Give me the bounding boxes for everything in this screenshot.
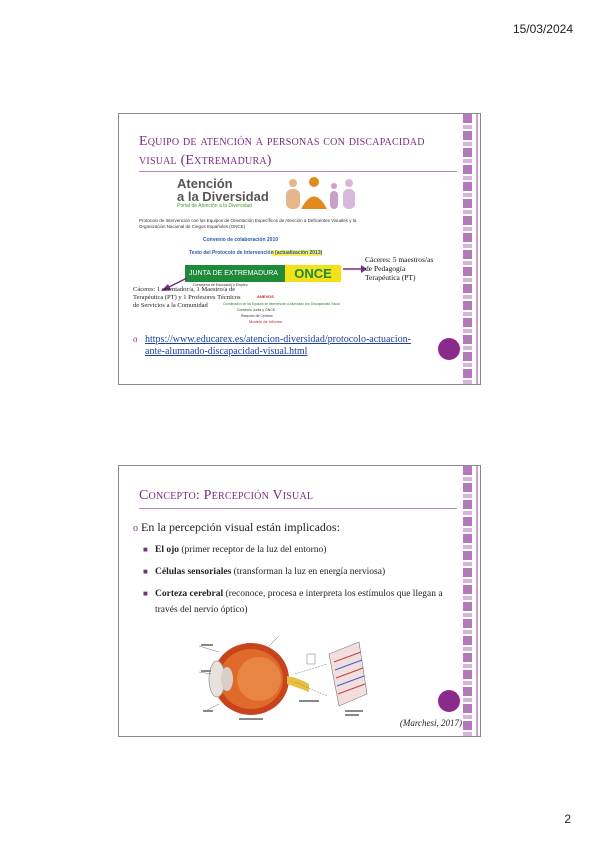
texto-protocolo-link[interactable]: Texto del Protocolo de Intervención (actualización 2013) [189,250,323,256]
hollow-bullet-icon: o [133,334,138,344]
people-figures-icon [281,176,363,210]
list-item: ■ El ojo (primer receptor de la luz del entorno) [155,542,467,558]
square-bullet-icon: ■ [143,589,148,598]
slide-bullet-dot [438,690,460,712]
protocol-description: Protocolo de Intervención con los Equipos de Orientación Específicos de Atención a Deficientes Visuales y la Organización Nacional de Ciegos Españoles (ONCE) [139,218,357,229]
decorative-side-line [476,114,478,384]
anexo-item[interactable]: Relación de Centros [241,314,273,318]
junta-extremadura-logo: JUNTA DE EXTREMADURA [185,265,285,282]
eye-anatomy-illustration [199,634,379,724]
print-date: 15/03/2024 [512,22,573,36]
intro-line: o En la percepción visual están implicados: [133,520,340,534]
list-item: ■ Células sensoriales (transforman la luz en energía nerviosa) [155,564,467,580]
slide-title: Equipo de atención a personas con discapacidad visual (Extremadura) [139,134,425,168]
caceres-pt-note: Cáceres: 5 maestros/as de Pedagogía Terapéutica (PT) [365,255,434,282]
hollow-bullet-icon: o [133,523,138,534]
slide-title: Concepto: Percepción Visual [139,488,314,503]
atencion-diversidad-logo: Atención a la Diversidad Portal de Atención a la Diversidad [177,176,269,209]
title-underline [139,171,457,172]
junta-subtitle: Consejería de Educación y Empleo [193,283,248,287]
square-bullet-icon: ■ [143,567,148,576]
arrow-right-icon [341,264,367,274]
once-logo: ONCE [285,265,341,282]
anexo-item[interactable]: Coordinación de los Equipos de Intervención a Alumnado con Discapacidad Visual [223,302,340,306]
convenio-text: Convenio de colaboración 2010 [203,237,279,243]
decorative-side-bar [463,114,472,384]
square-bullet-icon: ■ [143,545,148,554]
slide-thumbnail-1 [118,113,481,385]
list-item: ■ Corteza cerebral (reconoce, procesa e interpreta los estímulos que llegan a través del nervio óptico) [155,586,455,618]
anexo-item[interactable]: Modelo de Informe [249,319,283,324]
slide-thumbnail-2 [118,465,481,737]
citation: (Marchesi, 2017) [399,718,462,728]
slide-bullet-dot [438,338,460,360]
educarex-link[interactable]: https://www.educarex.es/atencion-diversidad/protocolo-actuacion-ante-alumnado-discapacidad-visual.html [145,334,411,357]
page-number: 2 [564,812,571,826]
anexos-heading: ANEXOS [257,294,274,299]
caceres-team-note: Cáceres: 1 orientador/a, 1 Maestro/a de Terapéutica (PT) y 1 Profesores Técnicos de Servicios a la Comunidad [133,286,241,309]
decorative-side-bar [463,466,472,736]
decorative-side-line [476,466,478,736]
anexo-item[interactable]: Convenio Junta y ONCE [237,308,276,312]
title-underline [139,508,457,509]
